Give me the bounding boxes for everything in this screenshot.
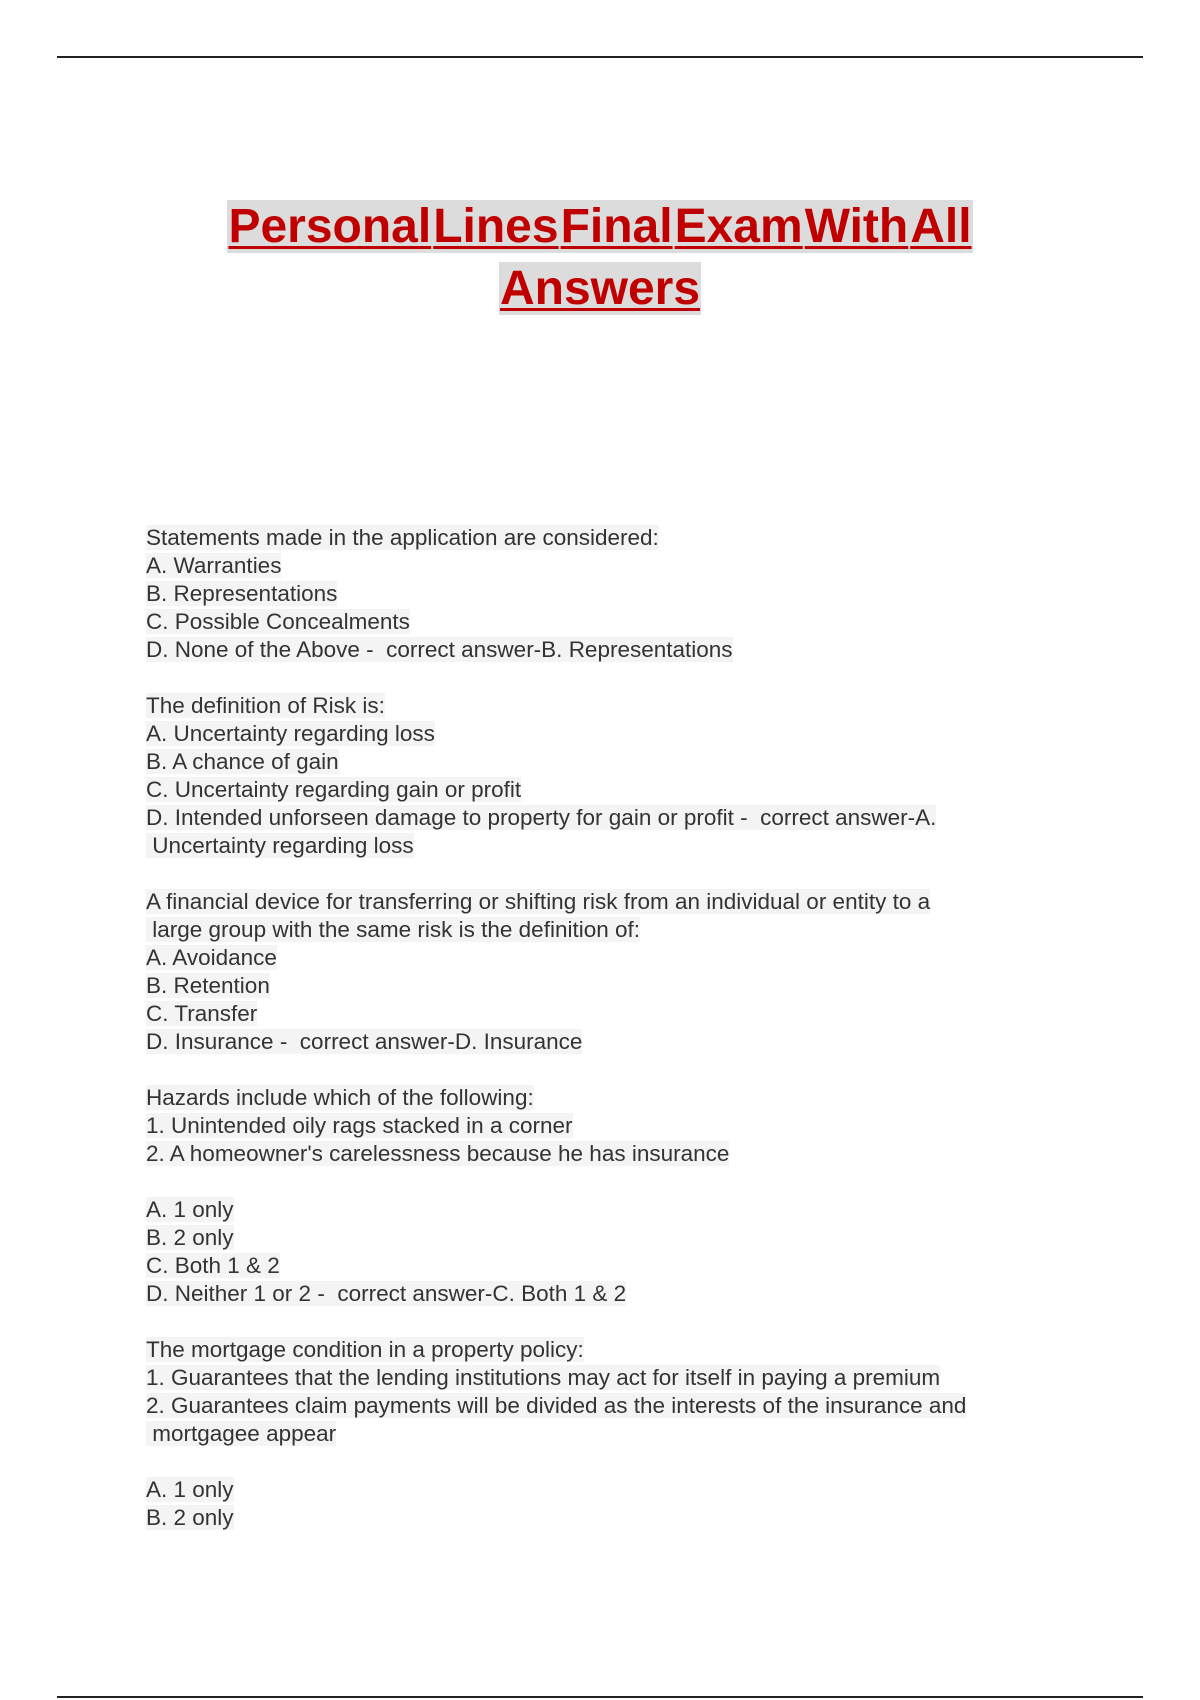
question-line — [146, 636, 1046, 664]
header-rule — [57, 56, 1143, 58]
line-text: The mortgage condition in a property policy: — [146, 1337, 584, 1362]
title-word: Final — [560, 200, 673, 253]
question-line — [146, 1000, 1046, 1028]
question-line — [146, 720, 1046, 748]
line-text: A. 1 only — [146, 1477, 234, 1502]
question-block — [146, 888, 1046, 1056]
question-block — [146, 1084, 1046, 1308]
question-line — [146, 1252, 1046, 1280]
question-text — [146, 692, 1046, 720]
question-text — [146, 524, 1046, 552]
line-text: B. Retention — [146, 973, 270, 998]
question-block — [146, 524, 1046, 664]
question-line — [146, 552, 1046, 580]
line-text: D. Insurance - correct answer-D. Insurance — [146, 1029, 583, 1054]
line-text: A. Warranties — [146, 553, 282, 578]
title-word: With — [804, 200, 909, 253]
question-line — [146, 1280, 1046, 1308]
question-line — [146, 776, 1046, 804]
question-line — [146, 608, 1046, 636]
title-word: Answers — [499, 262, 701, 315]
question-line — [146, 1420, 1046, 1448]
question-block — [146, 692, 1046, 860]
line-text: D. Intended unforseen damage to property for gain or profit - correct answer-A. — [146, 805, 937, 830]
title-word: Exam — [674, 200, 803, 253]
line-text: The definition of Risk is: — [146, 693, 385, 718]
line-text: Statements made in the application are considered: — [146, 525, 659, 550]
question-line — [146, 1476, 1046, 1504]
blank-line — [146, 1168, 1046, 1196]
title-word: All — [910, 200, 972, 253]
line-text: A financial device for transferring or shifting risk from an individual or entity to a — [146, 889, 931, 914]
document-title — [0, 196, 1200, 320]
line-text: A. Avoidance — [146, 945, 277, 970]
line-text: 1. Guarantees that the lending institutions may act for itself in paying a premium — [146, 1365, 941, 1390]
blank-line — [146, 1448, 1046, 1476]
question-line — [146, 1028, 1046, 1056]
line-text: Uncertainty regarding loss — [146, 833, 414, 858]
question-line — [146, 1364, 1046, 1392]
question-block — [146, 1336, 1046, 1532]
line-text: C. Transfer — [146, 1001, 258, 1026]
questions-list — [146, 524, 1046, 1560]
question-line — [146, 944, 1046, 972]
question-line — [146, 580, 1046, 608]
question-line — [146, 1392, 1046, 1420]
line-text: B. A chance of gain — [146, 749, 339, 774]
question-line — [146, 1140, 1046, 1168]
question-line — [146, 1112, 1046, 1140]
question-line — [146, 804, 1046, 832]
title-line-1 — [0, 196, 1200, 258]
line-text: C. Possible Concealments — [146, 609, 410, 634]
question-line — [146, 832, 1046, 860]
line-text: 2. Guarantees claim payments will be divided as the interests of the insurance and — [146, 1393, 967, 1418]
question-text — [146, 1336, 1046, 1364]
line-text: large group with the same risk is the definition of: — [146, 917, 641, 942]
question-text — [146, 888, 1046, 916]
line-text: B. Representations — [146, 581, 338, 606]
line-text: 1. Unintended oily rags stacked in a corner — [146, 1113, 573, 1138]
line-text: A. 1 only — [146, 1197, 234, 1222]
line-text: mortgagee appear — [146, 1421, 337, 1446]
line-text: D. Neither 1 or 2 - correct answer-C. Both 1 & 2 — [146, 1281, 627, 1306]
line-text: Hazards include which of the following: — [146, 1085, 534, 1110]
line-text: B. 2 only — [146, 1505, 234, 1530]
footer-rule — [57, 1696, 1143, 1698]
line-text: C. Both 1 & 2 — [146, 1253, 280, 1278]
question-line — [146, 1504, 1046, 1532]
line-text: C. Uncertainty regarding gain or profit — [146, 777, 522, 802]
title-word: Personal — [228, 200, 432, 253]
title-word: Lines — [433, 200, 559, 253]
line-text: 2. A homeowner's carelessness because he has insurance — [146, 1141, 730, 1166]
line-text: A. Uncertainty regarding loss — [146, 721, 435, 746]
question-line — [146, 748, 1046, 776]
line-text: D. None of the Above - correct answer-B. Representations — [146, 637, 733, 662]
line-text: B. 2 only — [146, 1225, 234, 1250]
question-text — [146, 1084, 1046, 1112]
question-line — [146, 1224, 1046, 1252]
title-line-2 — [0, 258, 1200, 320]
question-line — [146, 972, 1046, 1000]
question-line — [146, 916, 1046, 944]
question-line — [146, 1196, 1046, 1224]
